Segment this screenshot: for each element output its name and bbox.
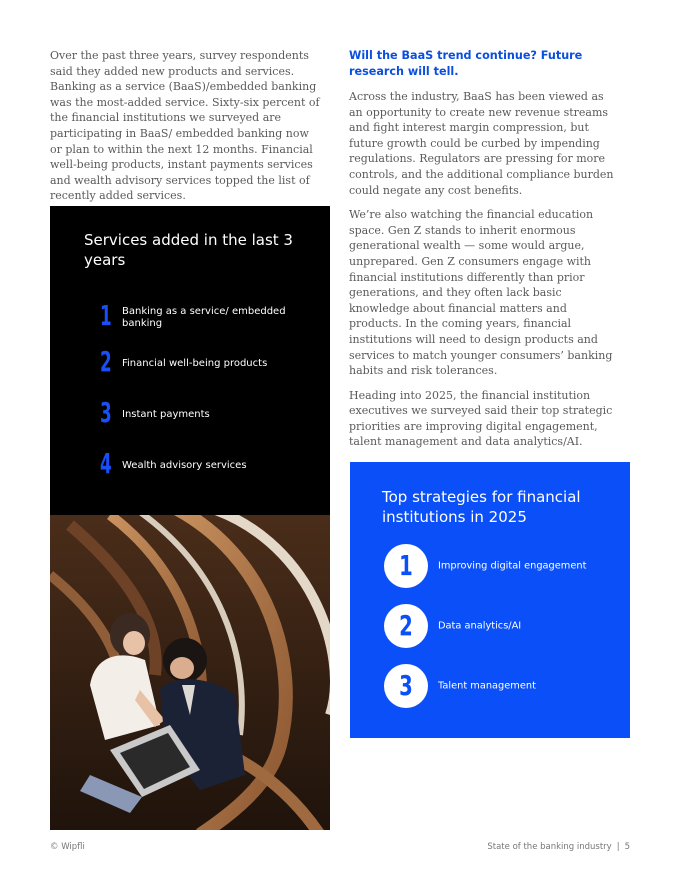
strategy-label: Improving digital engagement (438, 560, 587, 572)
strategies-panel-title: Top strategies for financial institutions in 2025 (382, 488, 581, 526)
services-added-panel (50, 206, 330, 515)
number-circle-icon (384, 664, 428, 708)
strategy-item (384, 544, 614, 588)
services-panel-title: Services added in the last 3 years (84, 231, 293, 269)
baas-paragraph: Across the industry, BaaS has been viewed as an opportunity to create new revenue streams and fight interest margin compression, but future growth could be curbed by impending regulations. Regulators are pressing for more controls, and the additional compliance burden could negate any cost benefits. (349, 90, 614, 197)
strategy-item (384, 664, 614, 708)
intro-paragraph: Over the past three years, survey respondents said they added new products and services. Banking as a service (BaaS)/embedded banking was the most-added service. Sixty-six percent of the financial institutions we surveyed are participating in BaaS/ embedded banking now or plan to within the next 12 months. Financial well-being products, instant payments services and wealth advisory services topped the list of recently added services. (50, 49, 320, 203)
footer-doc-title: State of the banking industry (487, 842, 612, 852)
business-people-photo (50, 515, 330, 830)
strategy-label: Data analytics/AI (438, 620, 522, 632)
service-label: Instant payments (122, 409, 210, 420)
financial-education-paragraph: We’re also watching the financial education space. Gen Z stands to inherit enormous generational wealth — some would argue, unprepared. Gen Z consumers engage with financial institutions differently than prior generations, and they often lack basic knowledge about financial matters and products. In the coming years, financial institutions will need to design products and services to match younger consumers’ banking habits and risk tolerances. (349, 208, 613, 378)
left-column (50, 48, 322, 204)
service-label: Financial well-being products (122, 358, 268, 369)
service-number: 3 (100, 396, 112, 429)
service-item (100, 397, 300, 433)
photo-illustration (50, 515, 330, 830)
service-label: Banking as a service/ embedded banking (122, 306, 286, 329)
number-circle-icon (384, 544, 428, 588)
strategic-priorities-paragraph: Heading into 2025, the financial institution executives we surveyed said their top strategic priorities are improving digital engagement, talent management and data analytics/AI. (349, 388, 613, 449)
footer-separator: | (616, 842, 620, 852)
top-strategies-panel (350, 462, 630, 738)
right-column (349, 48, 617, 459)
service-item (100, 448, 300, 484)
baas-trend-subhead: Will the BaaS trend continue? Future research will tell. (349, 49, 583, 78)
service-number: 1 (100, 299, 112, 332)
service-number: 4 (100, 447, 112, 480)
strategy-number: 2 (399, 609, 413, 642)
service-number: 2 (100, 345, 112, 378)
page-number: 5 (624, 842, 630, 852)
service-item (100, 300, 300, 336)
footer-page-info (487, 842, 630, 852)
service-item (100, 346, 300, 382)
strategy-label: Talent management (438, 680, 536, 692)
strategy-item (384, 604, 614, 648)
service-label: Wealth advisory services (122, 460, 247, 471)
strategy-number: 3 (399, 669, 413, 702)
strategy-number: 1 (399, 549, 413, 582)
number-circle-icon (384, 604, 428, 648)
footer-copyright: © Wipfli (50, 842, 85, 852)
